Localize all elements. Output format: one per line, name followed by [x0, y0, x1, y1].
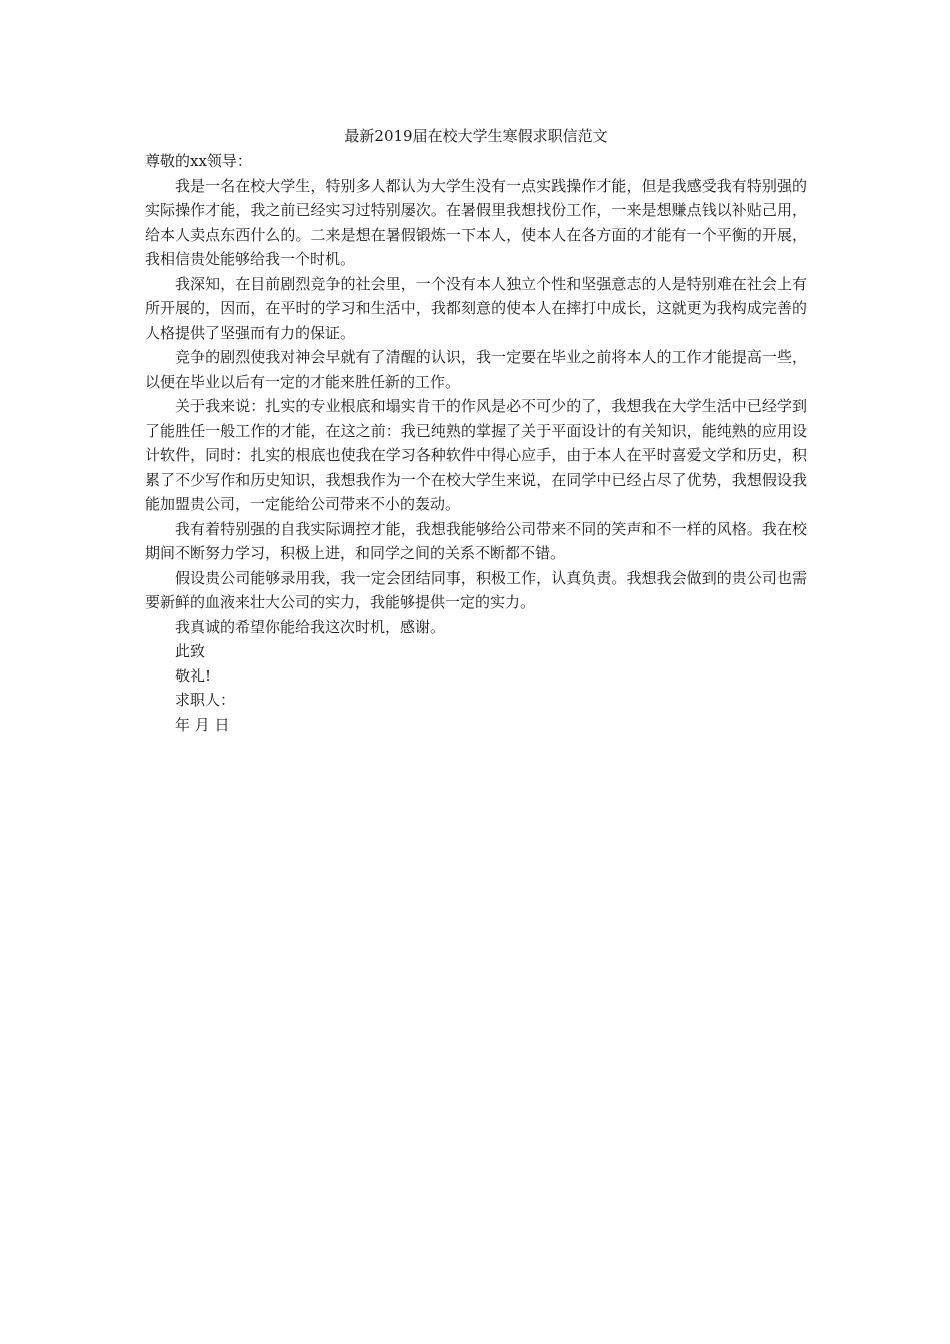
paragraph-7: 我真诚的希望你能给我这次时机，感谢。 [175, 617, 446, 636]
paragraph-6: 假设贵公司能够录用我，我一定会团结同事，积极工作，认真负责。我想我会做到的贵公司也需要新鲜的血液来壮大公司的实力，我能够提供一定的实力。 [145, 568, 807, 611]
closing-line-2: 敬礼! [175, 666, 212, 685]
signature-line: 求职人： [175, 691, 236, 709]
document-page [145, 123, 807, 737]
paragraph-3: 竞争的剧烈使我对神会早就有了清醒的认识，我一定要在毕业之前将本人的工作才能提高一些，以便在毕业以后有一定的才能来胜任新的工作。 [145, 348, 807, 391]
paragraph-5: 我有着特别强的自我实际调控才能，我想我能够给公司带来不同的笑声和不一样的风格。我在校期间不断努力学习，积极上进，和同学之间的关系不断都不错。 [145, 519, 807, 562]
paragraph-2: 我深知，在目前剧烈竞争的社会里，一个没有本人独立个性和坚强意志的人是特别难在社会上有所开展的，因而，在平时的学习和生活中，我都刻意的使本人在摔打中成长，这就更为我构成完善的人格提供了坚强而有力的保证。 [145, 274, 807, 342]
salutation: 尊敬的xx领导： [145, 152, 252, 170]
closing-line-1: 此致 [175, 642, 206, 660]
document-title: 最新2019届在校大学生寒假求职信范文 [344, 127, 608, 145]
paragraph-1: 我是一名在校大学生，特别多人都认为大学生没有一点实践操作才能，但是我感受我有特别强的实际操作才能，我之前已经实习过特别屡次。在暑假里我想找份工作，一来是想赚点钱以补贴己用，给本人卖点东西什么的。二来是想在暑假锻炼一下本人，使本人在各方面的才能有一个平衡的开展，我相信贵处能够给我一个时机。 [145, 176, 807, 268]
paragraph-4: 关于我来说：扎实的专业根底和塌实肯干的作风是必不可少的了，我想我在大学生活中已经学到了能胜任一般工作的才能，在这之前：我已纯熟的掌握了关于平面设计的有关知识，能纯熟的应用设计软件，同时：扎实的根底也使我在学习各种软件中得心应手，由于本人在平时喜爱文学和历史，积累了不少写作和历史知识，我想我作为一个在校大学生来说，在同学中已经占尽了优势，我想假设我能加盟贵公司，一定能给公司带来不小的轰动。 [145, 397, 807, 513]
date-line: 年 月 日 [175, 715, 230, 734]
